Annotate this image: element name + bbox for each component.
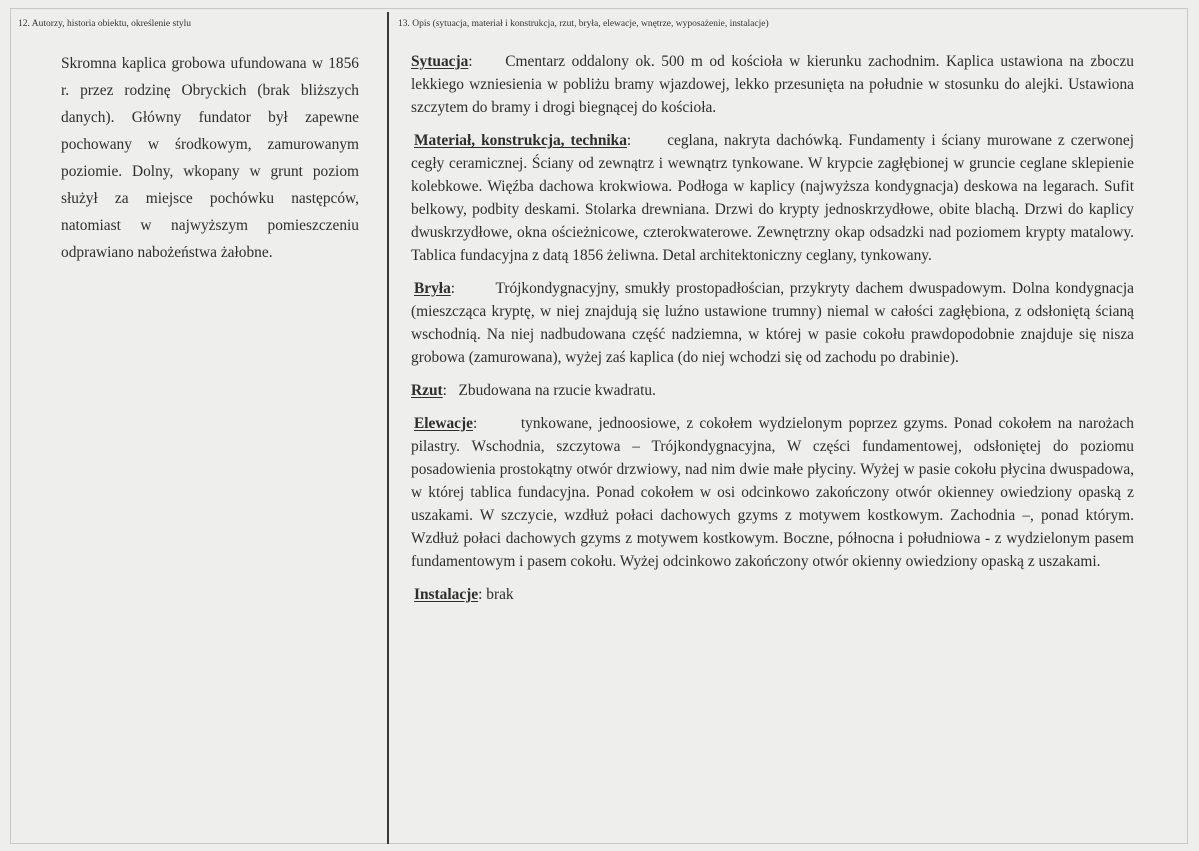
section-label: Sytuacja bbox=[411, 53, 469, 70]
section-instalacje bbox=[411, 583, 1134, 606]
section-label-colon: : bbox=[478, 586, 483, 603]
section-text: brak bbox=[486, 586, 514, 603]
section-material bbox=[411, 129, 1134, 267]
section-label: Materiał, konstrukcja, technika bbox=[414, 132, 627, 149]
section-label: Elewacje bbox=[414, 415, 473, 432]
section-elewacje bbox=[411, 412, 1134, 573]
section-text: Trójkondygnacyjny, smukły prostopadłościan, przykryty dachem dwuspadowym. Dolna kondygnacja (mieszcząca kryptę, w niej znajdują się luźno ustawione trumny) niemal w całości zagłębiona, z odsłoniętą ścianą wschodnią. Na niej nadbudowana część nadziemna, w której w pasie cokołu prawdopodobnie znajduje się nisza grobowa (zamurowana), wyżej zaś kaplica (do niej wchodzi się od zachodu po drabinie). bbox=[411, 280, 1134, 366]
section-label-colon: : bbox=[472, 415, 478, 432]
section-bryla bbox=[411, 277, 1134, 369]
section-label-colon: : bbox=[468, 53, 473, 70]
section-label-colon: : bbox=[442, 382, 447, 399]
section-label-colon: : bbox=[450, 280, 456, 297]
section-sytuacja bbox=[411, 50, 1134, 119]
left-column-heading: 12. Autorzy, historia obiektu, określenie stylu bbox=[18, 19, 191, 29]
section-label: Instalacje bbox=[414, 586, 479, 603]
section-text: Cmentarz oddalony ok. 500 m od kościoła w kierunku zachodnim. Kaplica ustawiona na zboczu lekkiego wzniesienia w pobliżu bramy wjazdowej, lekko przesunięta na południe w stosunku do alejki. Ustawiona szczytem do bramy i drogi biegnącej do kościoła. bbox=[411, 53, 1134, 116]
right-column bbox=[398, 18, 1136, 616]
section-rzut bbox=[411, 379, 1134, 402]
section-text: ceglana, nakryta dachówką. Fundamenty i ściany murowane z czerwonej cegły ceramicznej. Ściany od zewnątrz i wewnątrz tynkowane. W krypcie zagłębionej w gruncie ceglane sklepienie kolebkowe. Więźba dachowa krokwiowa. Podłoga w kaplicy (najwyższa kondygnacja) deskowa na legarach. Sufit belkowy, podbity deskami. Stolarka drewniana. Drzwi do krypty jednoskrzydłowe, obite blachą. Drzwi do kaplicy dwuskrzydłowe, okna ościeżnicowe, czterokwaterowe. Zewnętrzny okap odsadzki nad poziomem krypty matalowy. Tablica fundacyjna z datą 1856 żeliwna. Detal architektoniczny ceglany, tynkowany. bbox=[411, 132, 1134, 264]
section-label-colon: : bbox=[626, 132, 632, 149]
section-text: tynkowane, jednoosiowe, z cokołem wydzielonym poprzez gzyms. Ponad cokołem na narożach pilastry. Wschodnia, szczytowa – Trójkondygnacyjna, W części fundamentowej, odsłoniętej do poziomu posadowienia prostokątny otwór drzwiowy, nad nim dwie małe płyciny. Wyżej w pasie cokołu płycina dwuspadowa, w której tablica fundacyjna. Ponad cokołem w osi odcinkowo zakończony otwór okienney owiedziony opaską z uszakami. W szczycie, wzdłuż połaci dachowych gzyms z motywem kostkowym. Zachodnia –, ponad którym. Wzdłuż połaci dachowych gzyms z motywem kostkowym. Boczne, północna i południowa - z wydzielonym pasem fundamentowym i pasem cokołu. Wyżej odcinkowo zakończony otwór okienny owiedziony opaską z uszakami. bbox=[411, 415, 1134, 570]
history-text: Skromna kaplica grobowa ufundowana w 1856 r. przez rodzinę Obryckich (brak bliższych danych). Główny fundator był zapewne pochowany w środkowym, zamurowanym poziomie. Dolny, wkopany w grunt poziom służył za miejsce pochówku następców, natomiast w najwyższym pomieszczeniu odprawiano nabożeństwa żałobne. bbox=[61, 55, 359, 261]
section-text: Zbudowana na rzucie kwadratu. bbox=[458, 382, 656, 399]
right-column-heading: 13. Opis (sytuacja, materiał i konstrukcja, rzut, bryła, elewacje, wnętrze, wyposażenie, instalacje) bbox=[398, 19, 769, 29]
left-column bbox=[18, 18, 368, 266]
section-label: Bryła bbox=[414, 280, 451, 297]
column-divider bbox=[387, 12, 389, 844]
section-label: Rzut bbox=[411, 382, 443, 399]
